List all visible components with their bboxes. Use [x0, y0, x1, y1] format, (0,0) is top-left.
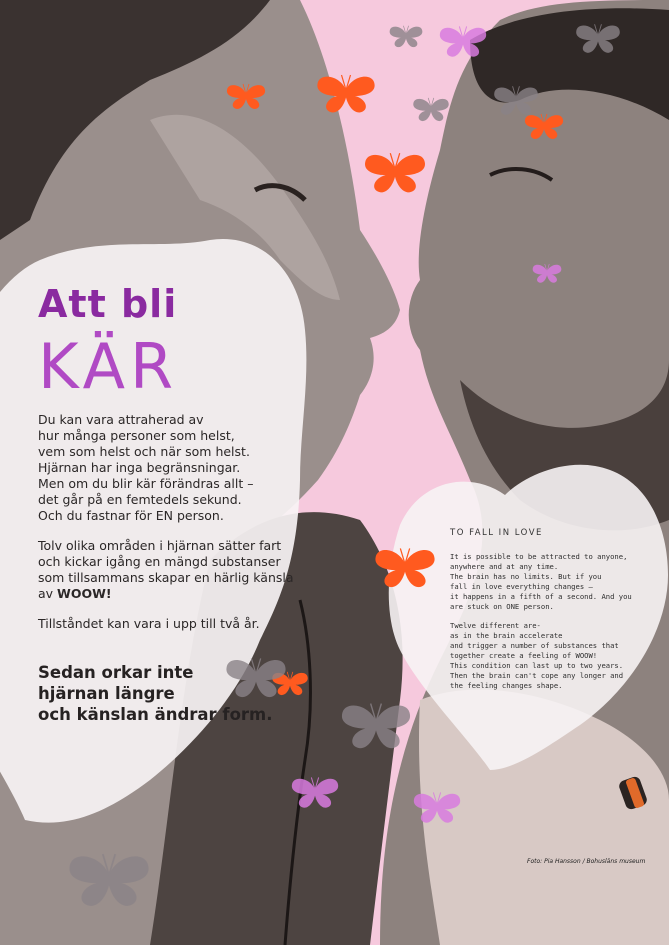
text-line: together create a feeling of WOOW! [450, 651, 598, 660]
text-line: Och du fastnar för EN person. [38, 508, 224, 523]
swedish-body [38, 412, 308, 646]
woow-emphasis: WOOW! [57, 586, 112, 601]
title-line-2: KÄR [38, 330, 179, 403]
text-line: the feeling changes shape. [450, 681, 563, 690]
title-line-1: Att bli [38, 282, 178, 326]
text-line: anywhere and at any time. [450, 562, 559, 571]
english-body [450, 552, 650, 700]
text-fragment: av [38, 586, 58, 601]
english-paragraph-2 [450, 621, 650, 691]
text-line: Twelve different are- [450, 621, 541, 630]
text-line: Tolv olika områden i hjärnan sätter fart [38, 538, 282, 553]
swedish-conclusion [38, 662, 298, 725]
text-line: och känslan ändrar form. [38, 705, 273, 724]
english-paragraph-1 [450, 552, 650, 612]
swedish-paragraph-1 [38, 412, 308, 524]
text-line: Sedan orkar inte [38, 663, 194, 682]
text-line: det går på en femtedels sekund. [38, 492, 242, 507]
text-line: This condition can last up to two years. [450, 661, 624, 670]
text-line [38, 586, 308, 602]
english-title: TO FALL IN LOVE [450, 528, 543, 538]
photo-credit: Foto: Pia Hansson / Bohusläns museum [527, 858, 646, 865]
text-line: as in the brain accelerate [450, 631, 563, 640]
text-line: Du kan vara attraherad av [38, 412, 204, 427]
text-line: and trigger a number of substances that [450, 641, 619, 650]
swedish-paragraph-2 [38, 538, 308, 602]
text-line: It is possible to be attracted to anyone, [450, 552, 628, 561]
text-line: hjärnan längre [38, 684, 175, 703]
text-line: och kickar igång en mängd substanser [38, 554, 281, 569]
text-line: are stuck on ONE person. [450, 602, 554, 611]
text-line: Men om du blir kär förändras allt – [38, 476, 254, 491]
text-line: Hjärnan har inga begränsningar. [38, 460, 241, 475]
text-line: som tillsammans skapar en härlig känsla [38, 570, 294, 585]
swedish-paragraph-3: Tillståndet kan vara i upp till två år. [38, 616, 260, 631]
text-line: hur många personer som helst, [38, 428, 235, 443]
text-line: fall in love everything changes – [450, 582, 593, 591]
text-line: it happens in a fifth of a second. And you [450, 592, 632, 601]
text-line: vem som helst och när som helst. [38, 444, 250, 459]
text-line: Then the brain can't cope any longer and [450, 671, 624, 680]
text-line: The brain has no limits. But if you [450, 572, 602, 581]
